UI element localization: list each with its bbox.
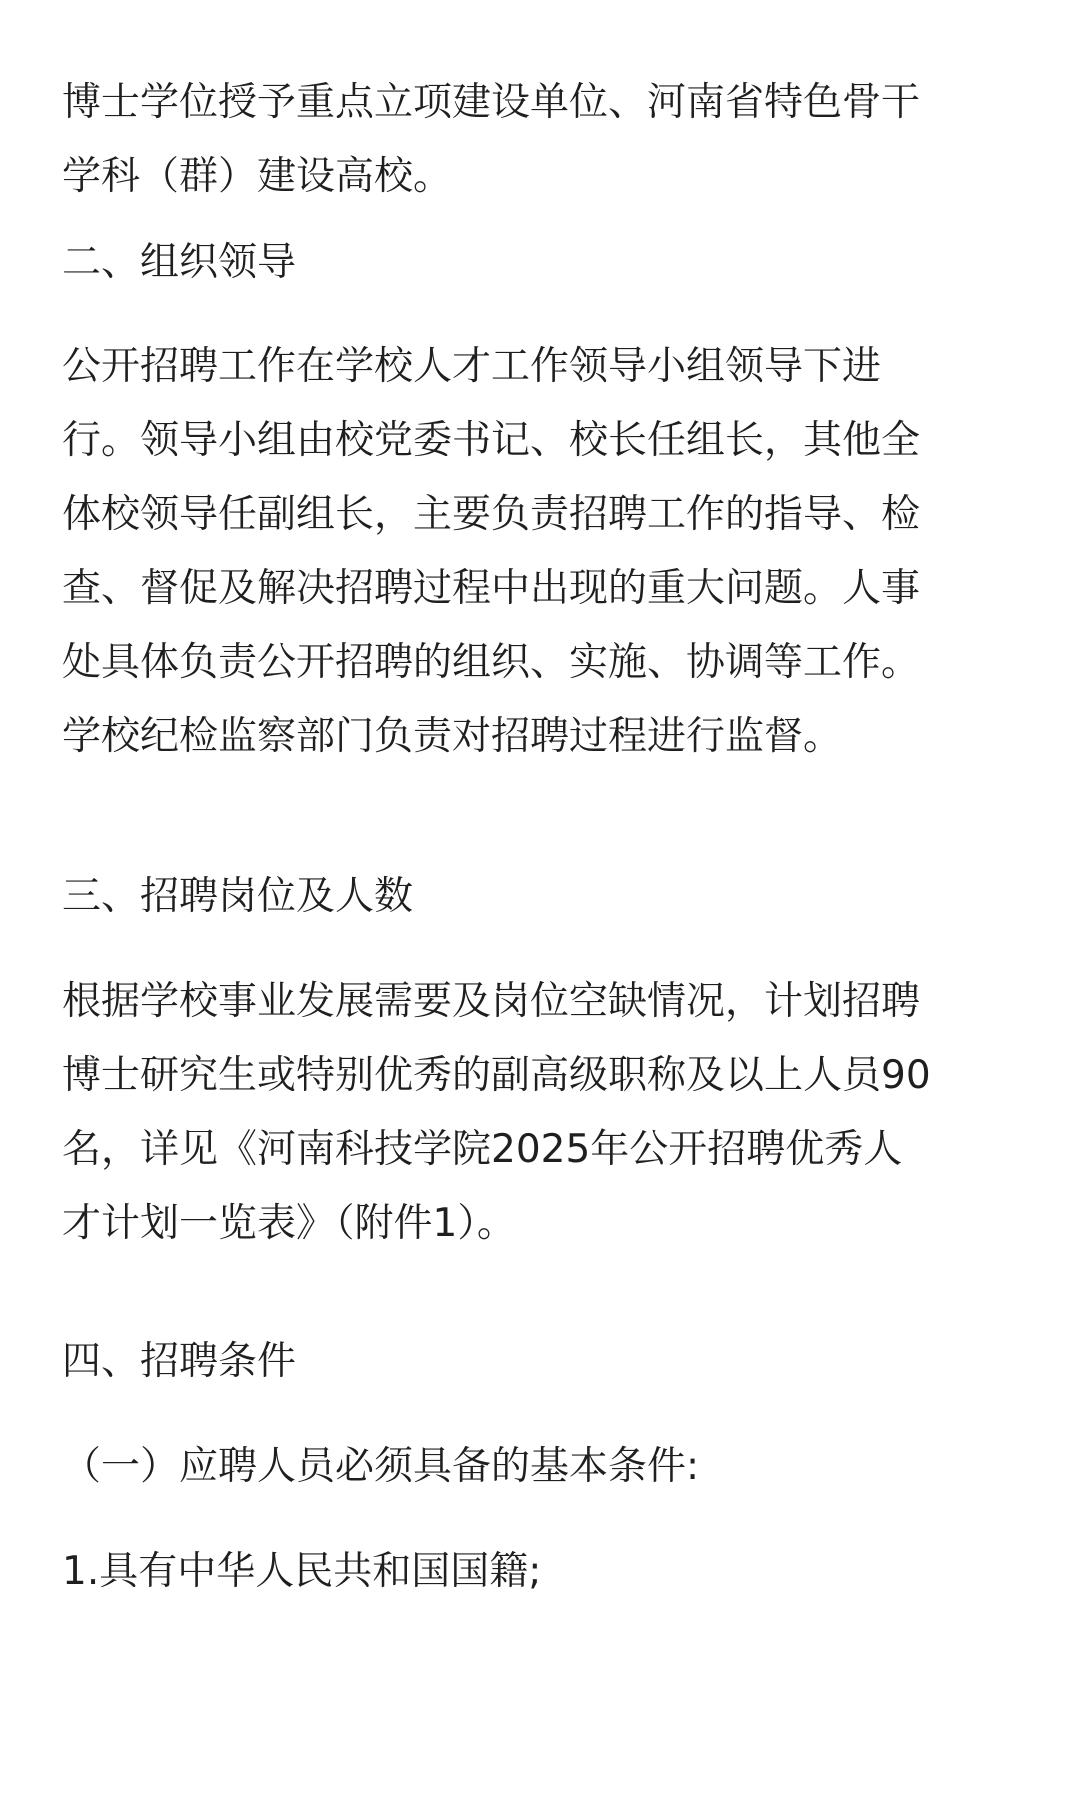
paragraph-institution-status (62, 66, 1032, 214)
text-line: 查、督促及解决招聘过程中出现的重大问题。人事 (62, 566, 921, 611)
text-line: 二、组织领导 (62, 240, 297, 285)
section-heading-positions (62, 860, 1032, 934)
text-line: 根据学校事业发展需要及岗位空缺情况，计划招聘 (62, 979, 921, 1024)
text-line: 1.具有中华人民共和国国籍; (62, 1549, 542, 1594)
text-line: 体校领导任副组长，主要负责招聘工作的指导、检 (62, 492, 921, 537)
paragraph-organization (62, 330, 1032, 774)
text-line: （一）应聘人员必须具备的基本条件: (62, 1444, 700, 1489)
text-line: 处具体负责公开招聘的组织、实施、协调等工作。 (62, 640, 921, 685)
text-line: 学科（群）建设高校。 (62, 154, 453, 199)
section-heading-conditions (62, 1325, 1032, 1399)
text-line: 三、招聘岗位及人数 (62, 874, 414, 919)
text-line: 四、招聘条件 (62, 1339, 297, 1384)
text-line: 学校纪检监察部门负责对招聘过程进行监督。 (62, 714, 843, 759)
text-line: 博士研究生或特别优秀的副高级职称及以上人员90 (62, 1053, 931, 1098)
text-line: 博士学位授予重点立项建设单位、河南省特色骨干 (62, 80, 921, 125)
section-heading-organization (62, 226, 1032, 300)
subsection-heading-basic-conditions (62, 1430, 1032, 1504)
list-item-nationality (62, 1535, 1032, 1609)
text-line: 行。领导小组由校党委书记、校长任组长，其他全 (62, 418, 921, 463)
text-line: 名，详见《河南科技学院2025年公开招聘优秀人 (62, 1127, 903, 1172)
text-line: 公开招聘工作在学校人才工作领导小组领导下进 (62, 344, 882, 389)
text-line: 才计划一览表》（附件1）。 (62, 1201, 516, 1246)
paragraph-positions (62, 965, 1032, 1261)
